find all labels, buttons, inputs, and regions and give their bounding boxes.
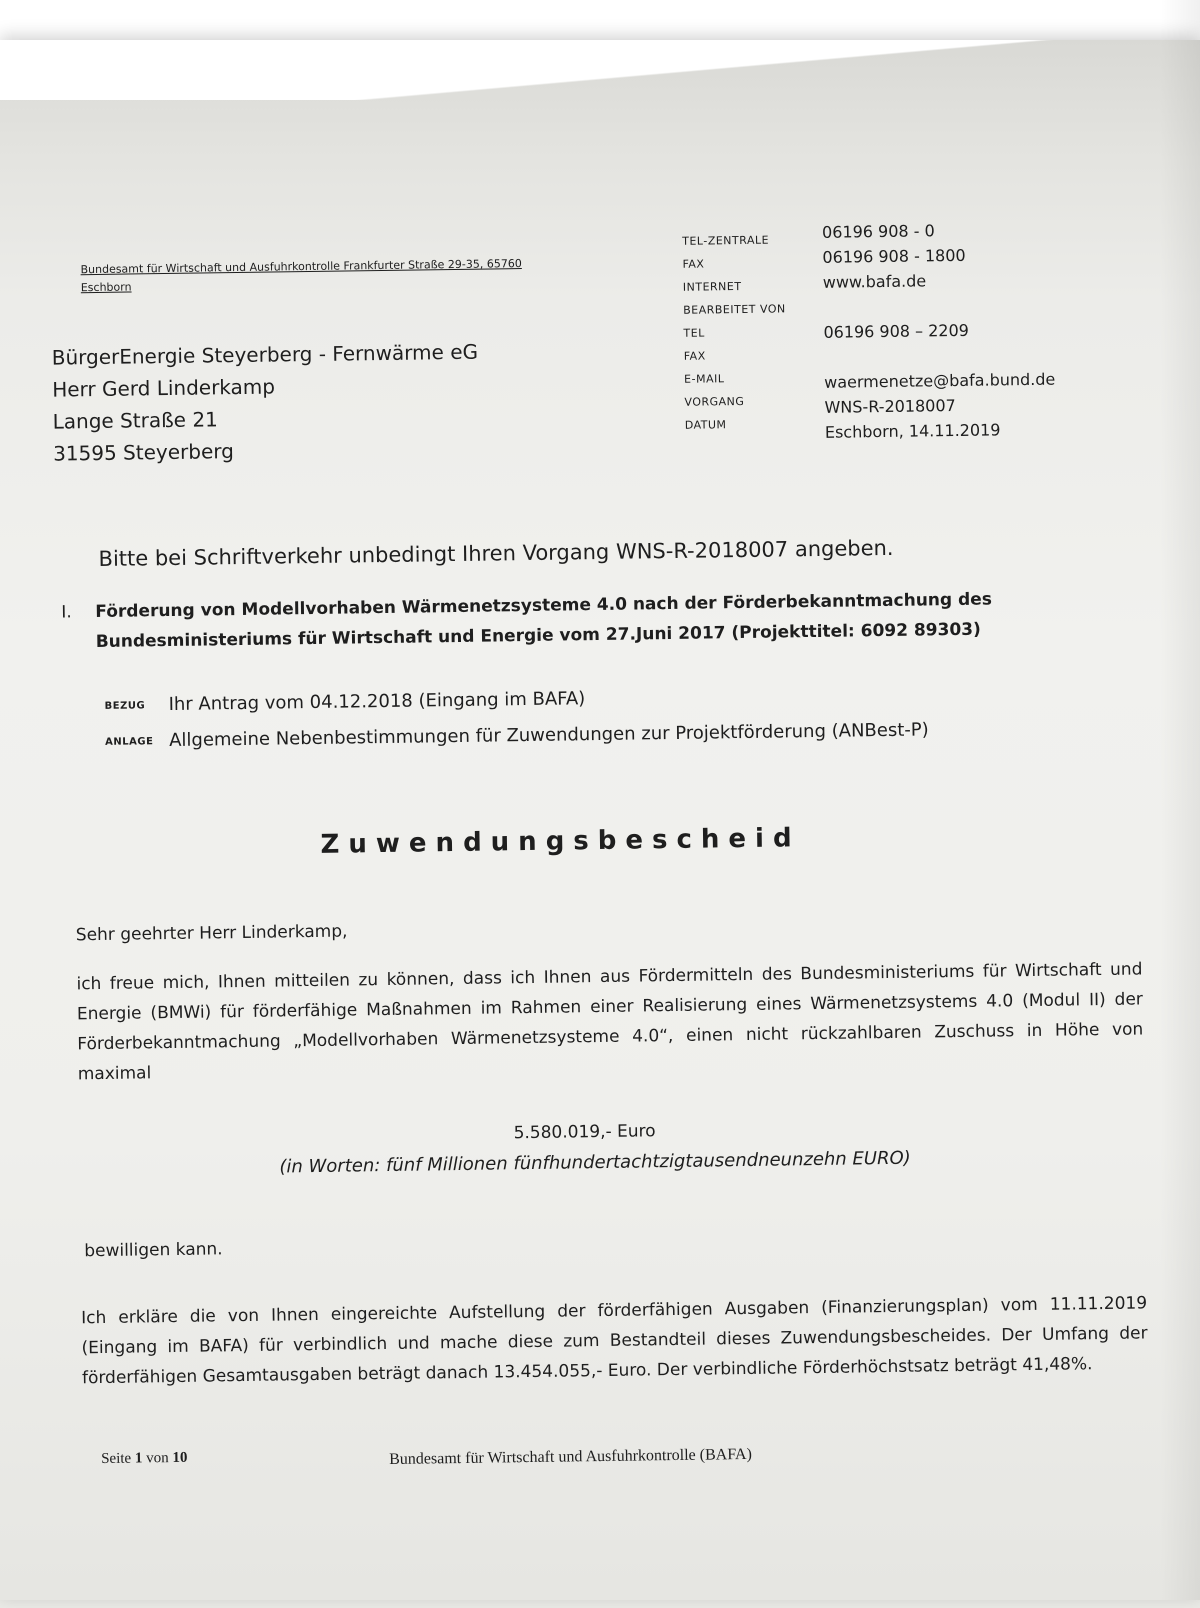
page-total: 10 <box>172 1449 188 1467</box>
grant-amount-words: (in Worten: fünf Millionen fünfhundertachtzigtausendneunzehn EURO) <box>279 1147 911 1178</box>
bezug-text: Ihr Antrag vom 04.12.2018 (Eingang im BAFA) <box>168 688 586 716</box>
label-tel: TEL <box>683 326 705 340</box>
value-fax-2 <box>824 345 1055 373</box>
footer-organization: Bundesamt für Wirtschaft und Ausfuhrkontrolle (BAFA) <box>389 1445 752 1469</box>
recipient-address <box>52 336 480 470</box>
label-email: E-MAIL <box>684 372 725 386</box>
page-number <box>101 1450 187 1468</box>
recipient-company: BürgerEnergie Steyerberg - Fernwärme eG <box>51 339 479 370</box>
subject-text: Förderung von Modellvorhaben Wärmenetzsysteme 4.0 nach der Förderbekanntmachung des Bundesministeriums für Wirtschaft und Energie vom 27.Juni 2017 (Projekttitel: 6092 89303) <box>95 589 993 653</box>
bezug-label: BEZUG <box>104 699 146 712</box>
value-fax: 06196 908 - 1800 <box>822 245 966 267</box>
label-fax: FAX <box>682 257 705 271</box>
page-current: 1 <box>134 1450 143 1467</box>
grant-amount: 5.580.019,- Euro <box>513 1121 656 1144</box>
value-datum: Eschborn, 14.11.2019 <box>824 420 1001 442</box>
subject-number: I. <box>61 602 72 623</box>
bezug-row <box>104 688 585 716</box>
approval-text: bewilligen kann. <box>84 1239 223 1262</box>
contact-values <box>822 220 1056 448</box>
anlage-text: Allgemeine Nebenbestimmungen für Zuwendungen zur Projektförderung (ANBest-P) <box>168 719 929 752</box>
label-internet: INTERNET <box>682 279 742 294</box>
value-tel-zentrale: 06196 908 - 0 <box>821 221 935 242</box>
contact-labels <box>682 233 787 441</box>
sender-address-line: Bundesamt für Wirtschaft und Ausfuhrkontrolle Frankfurter Straße 29-35, 65760 Eschborn <box>80 257 522 295</box>
body-paragraph-2: Ich erkläre die von Ihnen eingereichte Aufstellung der förderfähigen Ausgaben (Finanzierungsplan) vom 11.11.2019 (Eingang im BAFA) für verbindlich und mache diese zum Bestandteil dieses Zuwendungsbescheides. Der Umfang der förderfähigen Gesamtausgaben beträgt danach 13.454.055,- Euro. Der verbindliche Förderhöchstsatz beträgt 41,48%. <box>81 1293 1148 1389</box>
value-vorgang: WNS-R-2018007 <box>824 395 956 417</box>
anlage-row <box>105 719 929 751</box>
value-internet: www.bafa.de <box>822 271 927 292</box>
recipient-city: 31595 Steyerberg <box>52 439 235 466</box>
document-title: Zuwendungsbescheid <box>320 823 801 860</box>
label-bearbeitet-von: BEARBEITET VON <box>683 302 786 317</box>
value-bearbeitet-von <box>823 295 1054 323</box>
value-tel: 06196 908 – 2209 <box>823 320 970 342</box>
label-tel-zentrale: TEL-ZENTRALE <box>682 233 770 248</box>
reference-notice: Bitte bei Schriftverkehr unbedingt Ihren Vorgang WNS-R-2018007 angeben. <box>98 535 894 571</box>
body-paragraph-1: ich freue mich, Ihnen mitteilen zu können, dass ich Ihnen aus Fördermitteln des Bundesministeriums für Wirtschaft und Energie (BMWi) für förderfähige Maßnahmen im Rahmen einer Realisierung eines Wärmenetzsystems 4.0 (Modul II) der Förderbekanntmachung „Modellvorhaben Wärmenetzsysteme 4.0“, einen nicht rückzahlbaren Zuschuss in Höhe von maximal <box>76 959 1144 1085</box>
label-vorgang: VORGANG <box>684 394 745 409</box>
anlage-label: ANLAGE <box>105 735 154 748</box>
label-fax-2: FAX <box>683 349 706 363</box>
value-email: waermenetze@bafa.bund.de <box>824 369 1056 392</box>
page-of: von <box>146 1450 169 1467</box>
subject-block <box>61 582 1142 657</box>
recipient-person: Herr Gerd Linderkamp <box>52 374 276 402</box>
salutation: Sehr geehrter Herr Linderkamp, <box>75 921 348 946</box>
page-prefix: Seite <box>101 1450 132 1468</box>
label-datum: DATUM <box>684 418 727 432</box>
recipient-street: Lange Straße 21 <box>52 407 218 434</box>
